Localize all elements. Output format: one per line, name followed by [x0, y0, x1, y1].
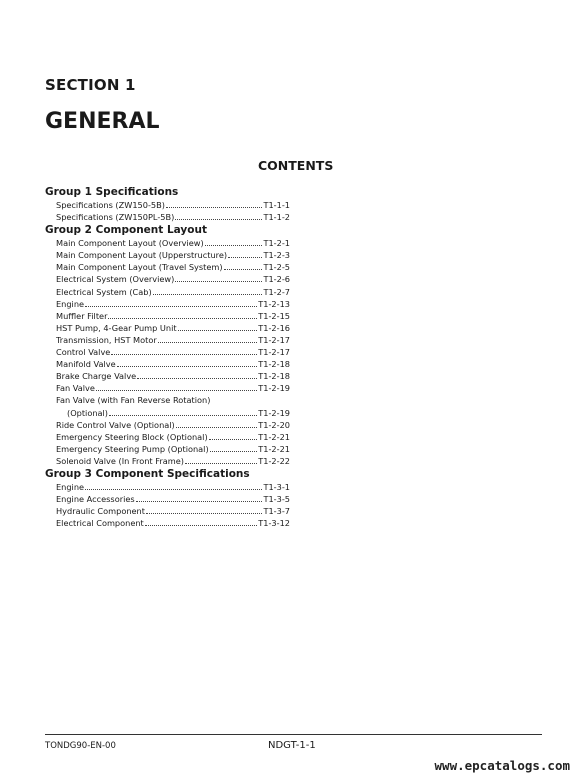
toc-entry-label: Manifold Valve	[56, 359, 116, 370]
toc-entry-label: (Optional)	[67, 407, 109, 418]
toc-entry[interactable]	[45, 382, 290, 394]
page-number: NDGT-1-1	[268, 740, 316, 751]
toc-entry-label: Fan Valve (with Fan Reverse Rotation)	[56, 395, 211, 406]
toc-dot-leader	[111, 346, 257, 355]
toc-entry-page: T1-2-13	[258, 298, 290, 309]
toc-entry[interactable]	[45, 199, 290, 211]
toc-dot-leader	[210, 443, 258, 452]
toc-group-title: Group 1 Specifications	[45, 186, 179, 198]
toc-entry-page: T1-2-17	[258, 334, 290, 345]
toc-entry[interactable]	[45, 310, 290, 322]
toc-dot-leader	[117, 358, 258, 367]
toc-entry[interactable]	[45, 261, 290, 273]
toc-entry[interactable]	[45, 493, 290, 505]
toc-group-title: Group 3 Component Specifications	[45, 467, 250, 480]
toc-entry-label: Muffler Filter	[56, 310, 108, 321]
toc-entry[interactable]	[45, 481, 290, 493]
toc-entry[interactable]	[45, 394, 290, 406]
toc-dot-leader	[166, 199, 263, 208]
toc-dot-leader	[176, 419, 258, 428]
toc-entry-page: T1-2-3	[263, 250, 290, 261]
toc-entry[interactable]	[45, 407, 290, 419]
toc-dot-leader	[211, 395, 289, 403]
toc-dot-leader	[153, 286, 263, 295]
toc-entry[interactable]	[45, 298, 290, 310]
toc-entry-label: Electrical System (Cab)	[56, 286, 152, 297]
table-of-contents	[45, 185, 290, 529]
toc-entry-label: Brake Charge Valve	[56, 371, 137, 382]
toc-dot-leader	[136, 493, 263, 502]
toc-entry-page: T1-2-18	[258, 359, 290, 370]
toc-dot-leader	[209, 431, 258, 440]
toc-entry[interactable]	[45, 322, 290, 334]
document-code: TONDG90-EN-00	[45, 741, 116, 751]
toc-entry[interactable]	[45, 443, 290, 455]
toc-entry[interactable]	[45, 505, 290, 517]
toc-entry[interactable]	[45, 273, 290, 285]
toc-entry[interactable]	[45, 334, 290, 346]
toc-entry-page: T1-2-21	[258, 431, 290, 442]
toc-entry-label: Emergency Steering Block (Optional)	[56, 431, 208, 442]
toc-entry-page: T1-3-5	[263, 494, 290, 505]
toc-entry[interactable]	[45, 249, 290, 261]
toc-entry[interactable]	[45, 431, 290, 443]
toc-entry-page: T1-2-21	[258, 443, 290, 454]
toc-dot-leader	[145, 517, 257, 526]
toc-entry-page: T1-2-15	[258, 310, 290, 321]
toc-entry[interactable]	[45, 370, 290, 382]
toc-entry-label: Specifications (ZW150PL-5B)	[56, 212, 175, 223]
toc-entry-page: T1-2-19	[258, 407, 290, 418]
toc-dot-leader	[85, 298, 257, 307]
toc-entry-label: Emergency Steering Pump (Optional)	[56, 443, 209, 454]
toc-entry-page: T1-3-7	[263, 506, 290, 517]
toc-entry-page: T1-2-20	[258, 419, 290, 430]
toc-entry-page: T1-2-7	[263, 286, 290, 297]
toc-entry[interactable]	[45, 211, 290, 223]
toc-entry[interactable]	[45, 237, 290, 249]
toc-entry[interactable]	[45, 346, 290, 358]
toc-entry-label: Engine Accessories	[56, 494, 135, 505]
toc-entry-label: Engine	[56, 481, 85, 492]
toc-entry-label: Fan Valve	[56, 383, 95, 394]
toc-entry-page: T1-2-1	[263, 238, 290, 249]
toc-entry-label: HST Pump, 4-Gear Pump Unit	[56, 322, 177, 333]
toc-dot-leader	[175, 211, 262, 220]
toc-group	[45, 185, 290, 223]
toc-group	[45, 467, 290, 529]
watermark: www.epcatalogs.com	[434, 758, 570, 773]
toc-entry-label: Main Component Layout (Travel System)	[56, 262, 223, 273]
toc-entry-label: Main Component Layout (Overview)	[56, 238, 204, 249]
toc-entry-label: Ride Control Valve (Optional)	[56, 419, 175, 430]
toc-entry-page: T1-2-17	[258, 347, 290, 358]
toc-entry[interactable]	[45, 286, 290, 298]
contents-heading: CONTENTS	[258, 158, 334, 173]
toc-entry[interactable]	[45, 455, 290, 467]
toc-entry[interactable]	[45, 419, 290, 431]
toc-dot-leader	[185, 455, 257, 464]
toc-dot-leader	[96, 382, 257, 391]
toc-entry[interactable]	[45, 517, 290, 529]
toc-dot-leader	[178, 322, 258, 331]
toc-entry-label: Solenoid Valve (In Front Frame)	[56, 455, 184, 466]
toc-entry-page: T1-2-18	[258, 371, 290, 382]
toc-dot-leader	[85, 481, 262, 490]
toc-dot-leader	[205, 237, 263, 246]
toc-entry-label: Specifications (ZW150-5B)	[56, 200, 165, 210]
toc-entry-label: Main Component Layout (Upperstructure)	[56, 250, 228, 261]
toc-entry-page: T1-2-19	[258, 383, 290, 394]
toc-entry-page: T1-2-16	[258, 322, 290, 333]
toc-group-title: Group 2 Component Layout	[45, 224, 207, 237]
toc-group	[45, 223, 290, 467]
toc-entry-page: T1-1-2	[263, 212, 290, 223]
toc-dot-leader	[158, 334, 258, 343]
toc-entry[interactable]	[45, 358, 290, 370]
toc-entry-page: T1-2-6	[263, 274, 290, 285]
toc-dot-leader	[137, 370, 257, 379]
toc-entry-page: T1-3-12	[258, 518, 290, 529]
toc-entry-page: T1-1-1	[263, 200, 290, 210]
toc-entry-label: Control Valve	[56, 347, 111, 358]
toc-entry-page: T1-2-5	[263, 262, 290, 273]
toc-dot-leader	[175, 273, 262, 282]
toc-entry-page: T1-3-1	[263, 481, 290, 492]
toc-dot-leader	[146, 505, 262, 514]
toc-entry-label: Hydraulic Component	[56, 506, 145, 517]
toc-dot-leader	[224, 261, 263, 270]
toc-dot-leader	[109, 407, 257, 416]
toc-entry-label: Engine	[56, 298, 85, 309]
toc-entry-label: Transmission, HST Motor	[56, 334, 157, 345]
toc-entry-label: Electrical System (Overview)	[56, 274, 175, 285]
toc-dot-leader	[108, 310, 257, 319]
toc-dot-leader	[228, 249, 262, 258]
section-title: GENERAL	[45, 109, 160, 134]
toc-entry-page: T1-2-22	[258, 455, 290, 466]
section-label: SECTION 1	[45, 76, 136, 94]
footer-divider	[45, 734, 542, 735]
toc-entry-label: Electrical Component	[56, 518, 144, 529]
